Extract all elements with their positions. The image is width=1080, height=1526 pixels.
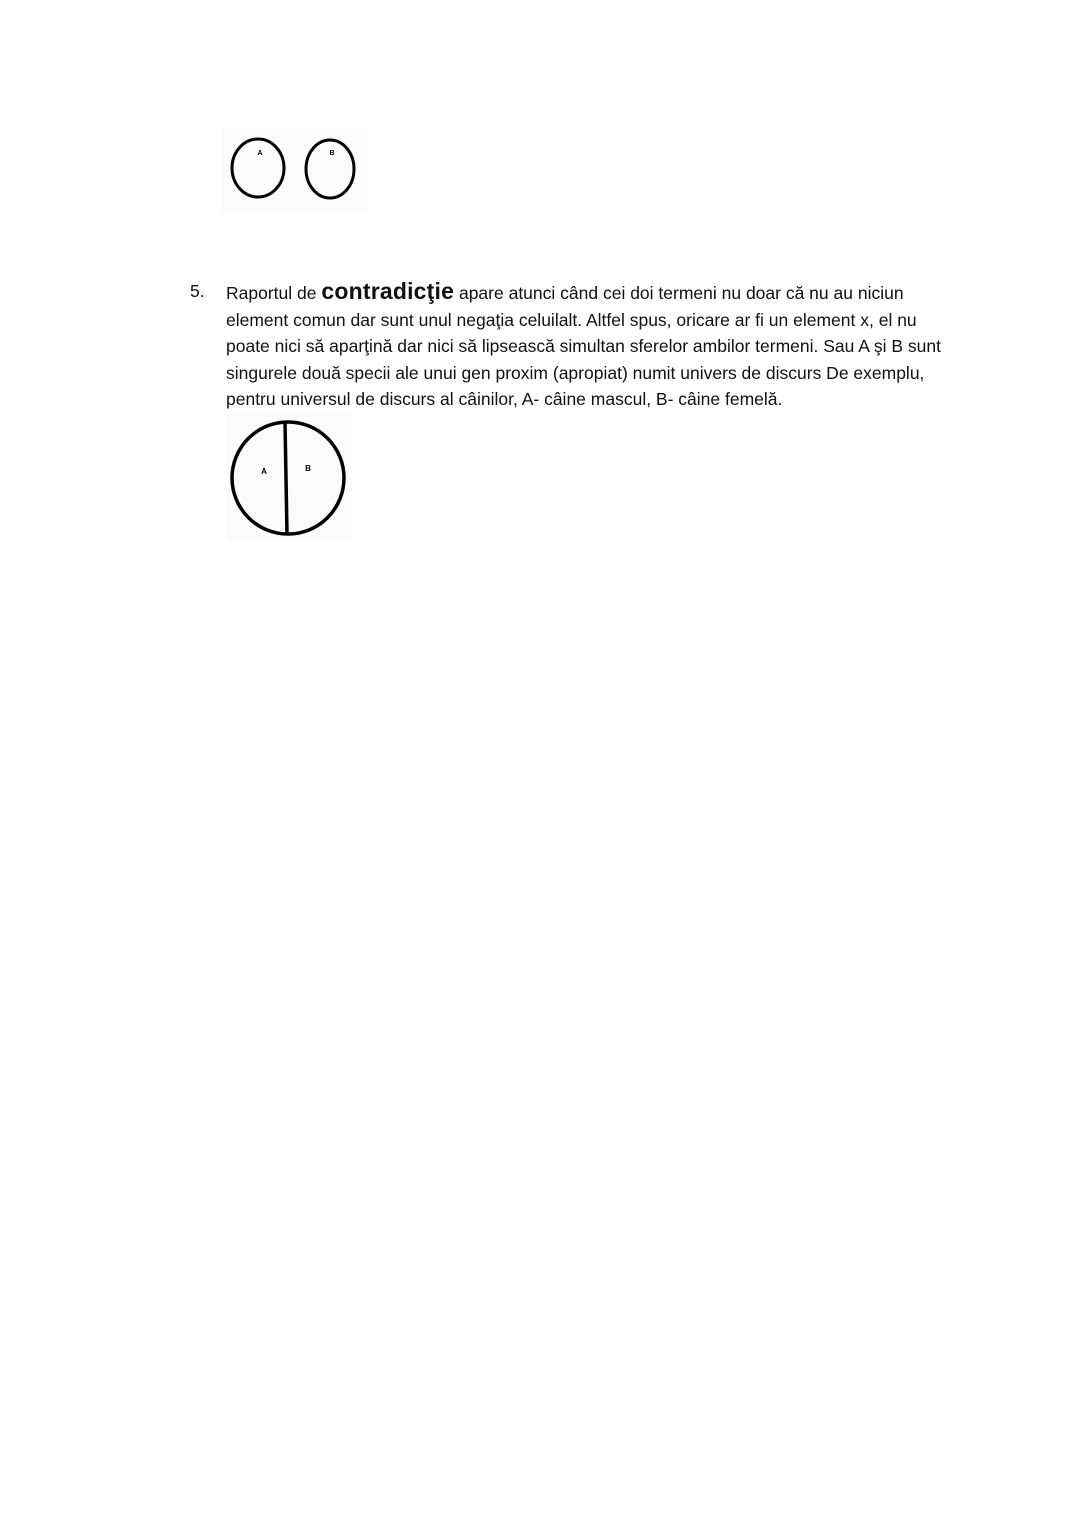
diagram-background: [226, 414, 352, 542]
label-b: B: [305, 464, 311, 473]
keyword-contradictie: contradicţie: [321, 278, 455, 304]
separation-diagram: [222, 128, 368, 214]
item-paragraph: [226, 278, 948, 413]
text-before: Raportul de: [226, 283, 322, 303]
item-number: 5.: [190, 281, 205, 301]
text-after: apare atunci când cei doi termeni nu doar că nu au niciun element comun dar sunt unul negaţia celuilalt. Altfel spus, oricare ar fi un element x, el nu poate nici să aparţină dar nici să lipsească simultan sferelor ambilor termeni. Sau A şi B sunt singurele două specii ale unui gen proxim (apropiat) numit univers de discurs De exemplu, pentru universul de discurs al câinilor, A- câine mascul, B- câine femelă.: [226, 283, 941, 409]
contradiction-diagram: [226, 414, 352, 542]
label-b: B: [329, 150, 335, 157]
dividing-line: [285, 422, 287, 534]
diagram-background: [222, 128, 368, 214]
label-a: A: [257, 150, 263, 157]
label-a: A: [261, 467, 267, 476]
